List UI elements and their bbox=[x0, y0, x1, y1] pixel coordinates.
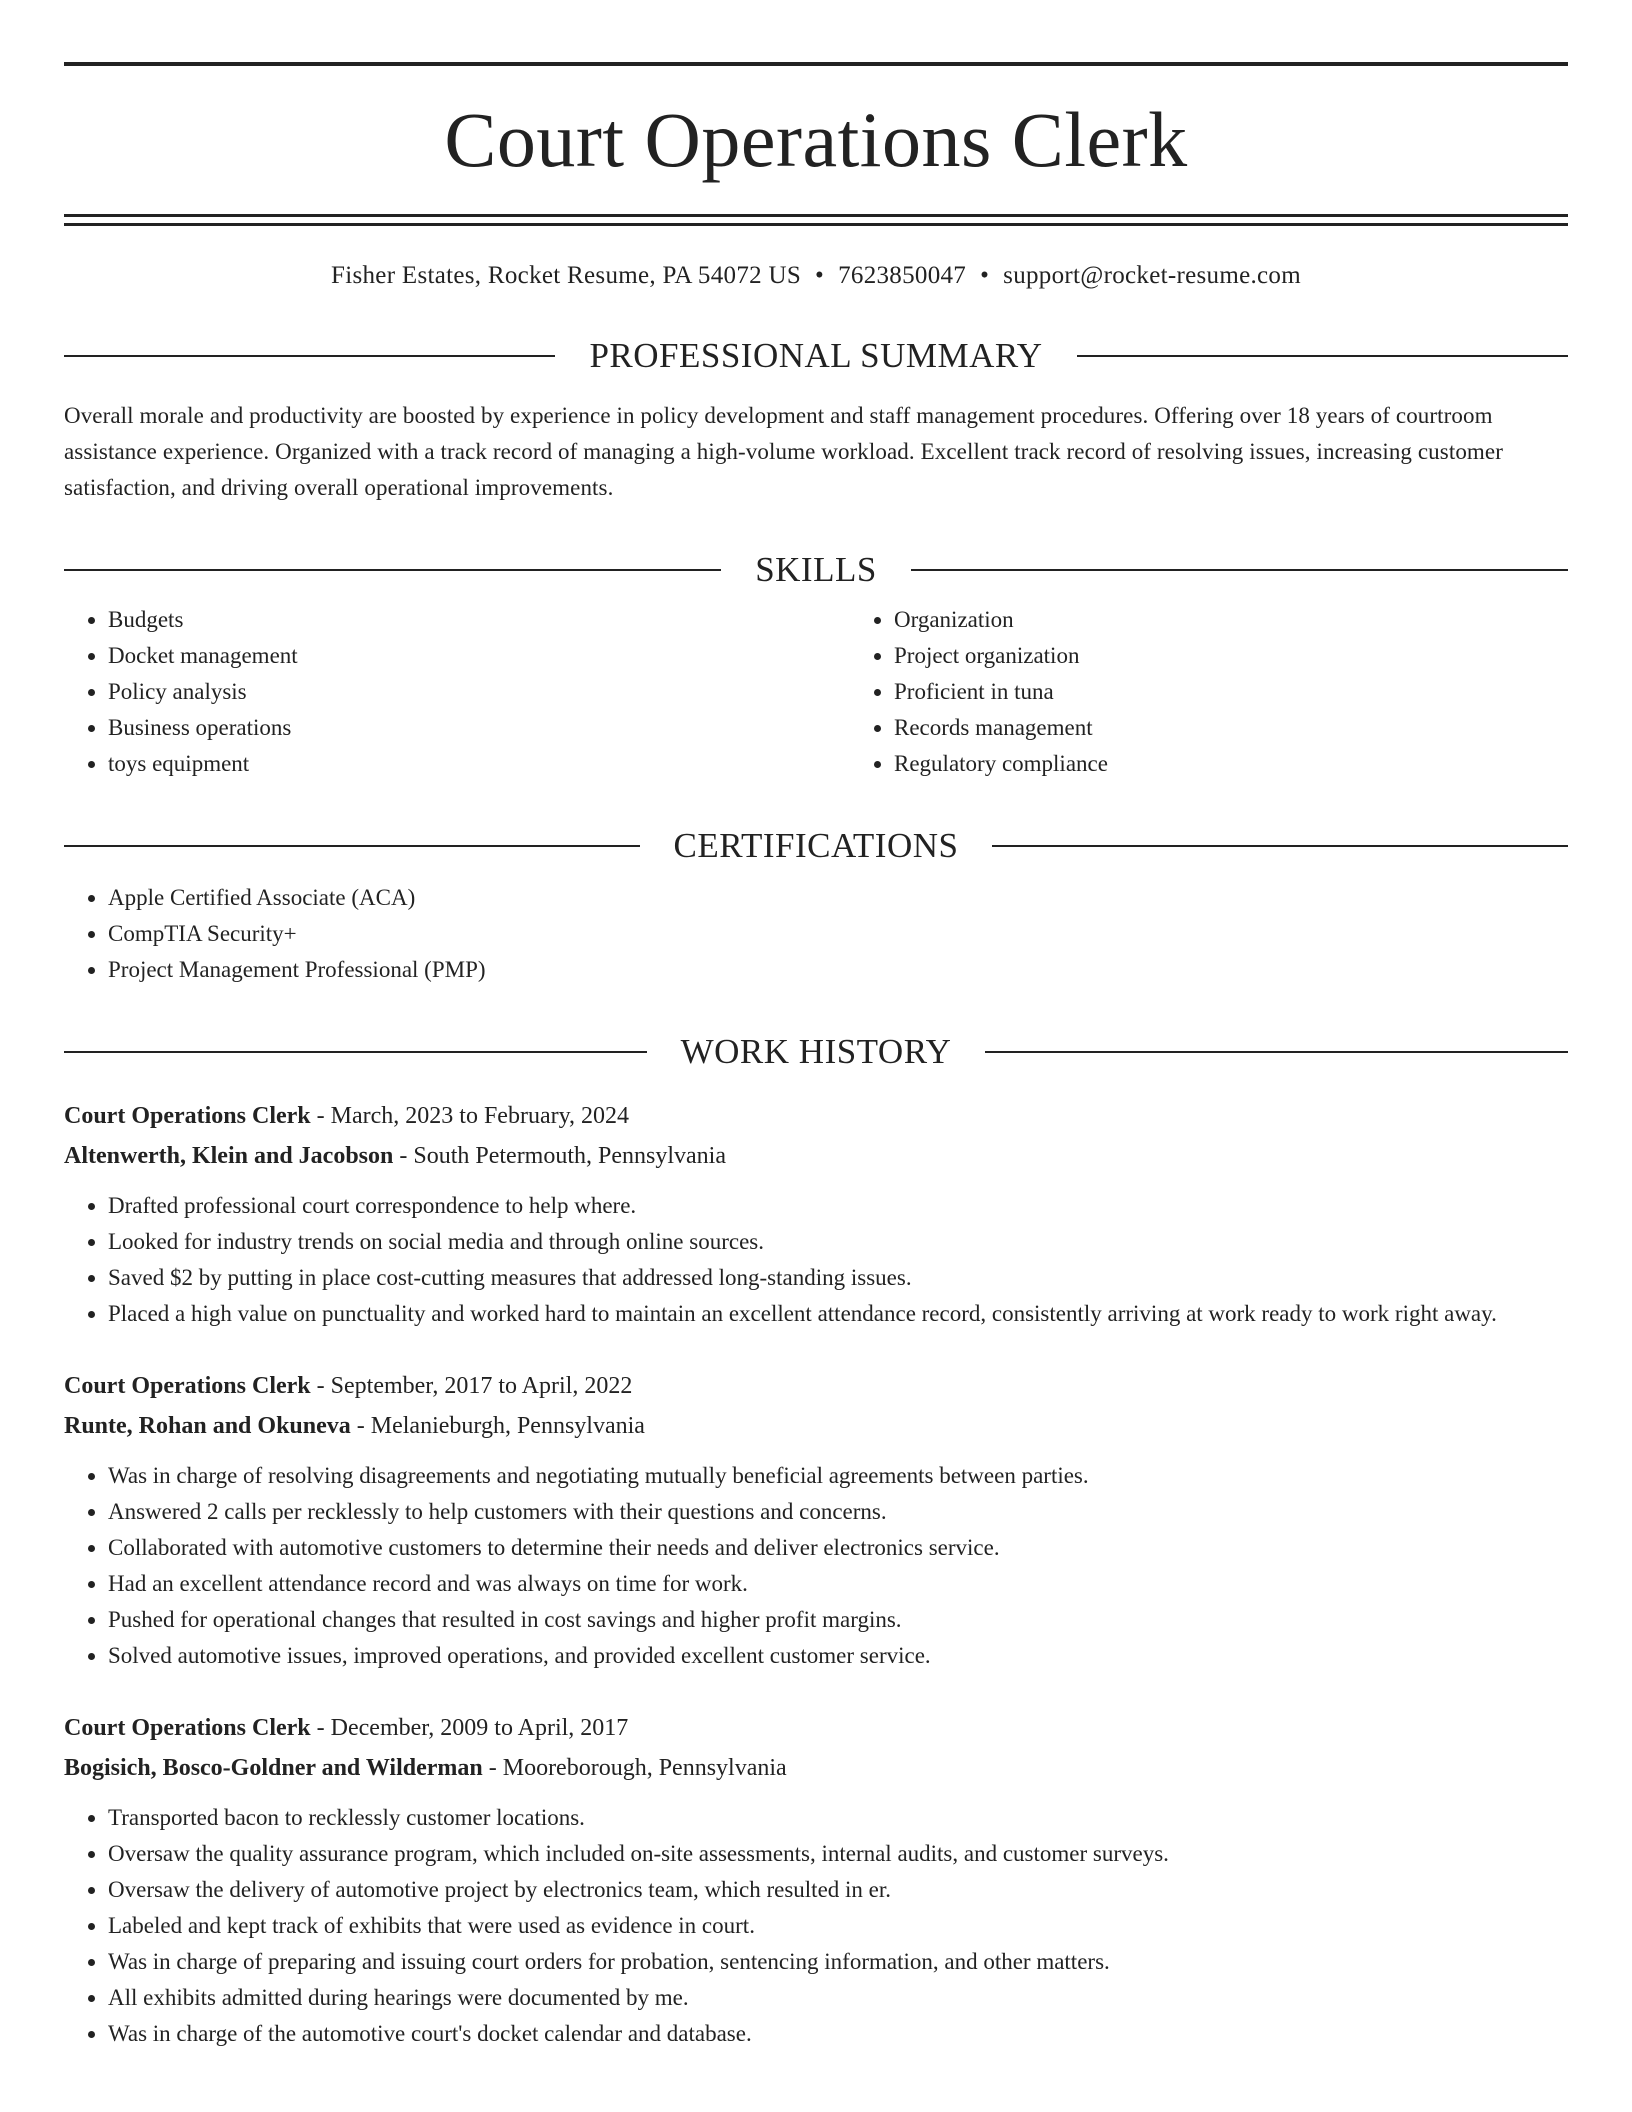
certification-item: • Apple Certified Associate (ACA) bbox=[108, 880, 1568, 916]
job-bullet: • Looked for industry trends on social media and through online sources. bbox=[108, 1224, 1568, 1260]
skills-list-right bbox=[850, 602, 1568, 782]
job-bullets bbox=[64, 1800, 1568, 2052]
job-bullet: • Collaborated with automotive customers to determine their needs and deliver electronics service. bbox=[108, 1530, 1568, 1566]
job-dates: - March, 2023 to February, 2024 bbox=[310, 1103, 630, 1129]
contact-line bbox=[64, 260, 1568, 292]
section-header-certifications bbox=[64, 826, 1568, 866]
contact-email: support@rocket-resume.com bbox=[1003, 262, 1301, 289]
job-company-line bbox=[64, 1748, 1568, 1788]
section-title: SKILLS bbox=[755, 550, 877, 589]
job-entry bbox=[64, 1708, 1568, 2052]
section-title: WORK HISTORY bbox=[680, 1032, 952, 1071]
job-title-line bbox=[64, 1708, 1568, 1748]
job-bullet: • Drafted professional court correspondence to help where. bbox=[108, 1188, 1568, 1224]
skill-item: • Project organization bbox=[894, 638, 1568, 674]
job-company-line bbox=[64, 1406, 1568, 1446]
job-entry bbox=[64, 1366, 1568, 1674]
job-bullet: • Placed a high value on punctuality and worked hard to maintain an excellent attendance record, consistently arriving at work ready to work right away. bbox=[108, 1296, 1568, 1332]
job-bullet: • Was in charge of resolving disagreements and negotiating mutually beneficial agreements between parties. bbox=[108, 1458, 1568, 1494]
skill-item: • Docket management bbox=[108, 638, 850, 674]
divider-line bbox=[1077, 355, 1568, 357]
job-bullet: • Was in charge of the automotive court's docket calendar and database. bbox=[108, 2016, 1568, 2052]
contact-phone: 7623850047 bbox=[838, 262, 967, 289]
job-company: Bogisich, Bosco-Goldner and Wilderman bbox=[64, 1755, 483, 1781]
skill-item: • Budgets bbox=[108, 602, 850, 638]
job-bullet: • Saved $2 by putting in place cost-cutting measures that addressed long-standing issues. bbox=[108, 1260, 1568, 1296]
skills-list-left bbox=[64, 602, 850, 782]
skill-item: • Regulatory compliance bbox=[894, 746, 1568, 782]
divider-line bbox=[64, 1051, 647, 1053]
job-location: - Mooreborough, Pennsylvania bbox=[482, 1755, 787, 1781]
section-header-work-history bbox=[64, 1032, 1568, 1072]
section-title: PROFESSIONAL SUMMARY bbox=[589, 336, 1043, 375]
job-company-line bbox=[64, 1136, 1568, 1176]
job-bullet: • Answered 2 calls per recklessly to help customers with their questions and concerns. bbox=[108, 1494, 1568, 1530]
section-title: CERTIFICATIONS bbox=[673, 826, 959, 865]
contact-separator: • bbox=[815, 262, 825, 289]
job-bullet: • Pushed for operational changes that resulted in cost savings and higher profit margins. bbox=[108, 1602, 1568, 1638]
job-bullet: • Transported bacon to recklessly customer locations. bbox=[108, 1800, 1568, 1836]
certification-item: • Project Management Professional (PMP) bbox=[108, 952, 1568, 988]
job-dates: - December, 2009 to April, 2017 bbox=[310, 1715, 629, 1741]
certifications-list bbox=[64, 880, 1568, 988]
job-bullet: • Oversaw the quality assurance program, which included on-site assessments, internal audits, and customer surveys. bbox=[108, 1836, 1568, 1872]
skills-grid bbox=[64, 602, 1568, 782]
job-title: Court Operations Clerk bbox=[64, 1103, 311, 1129]
job-bullet: • Was in charge of preparing and issuing court orders for probation, sentencing information, and other matters. bbox=[108, 1944, 1568, 1980]
job-title-line bbox=[64, 1096, 1568, 1136]
job-location: - Melanieburgh, Pennsylvania bbox=[350, 1413, 645, 1439]
skill-item: • Proficient in tuna bbox=[894, 674, 1568, 710]
job-title: Court Operations Clerk bbox=[64, 1715, 311, 1741]
divider-line bbox=[64, 355, 555, 357]
skill-item: • toys equipment bbox=[108, 746, 850, 782]
skill-item: • Policy analysis bbox=[108, 674, 850, 710]
job-company: Altenwerth, Klein and Jacobson bbox=[64, 1143, 394, 1169]
job-bullet: • Labeled and kept track of exhibits that were used as evidence in court. bbox=[108, 1908, 1568, 1944]
section-header-skills bbox=[64, 550, 1568, 590]
job-dates: - September, 2017 to April, 2022 bbox=[310, 1373, 633, 1399]
job-bullet: • Solved automotive issues, improved operations, and provided excellent customer service. bbox=[108, 1638, 1568, 1674]
section-header-summary bbox=[64, 336, 1568, 376]
skill-item: • Organization bbox=[894, 602, 1568, 638]
job-bullet: • Had an excellent attendance record and was always on time for work. bbox=[108, 1566, 1568, 1602]
divider-line bbox=[64, 569, 721, 571]
job-title-line bbox=[64, 1366, 1568, 1406]
job-location: - South Petermouth, Pennsylvania bbox=[393, 1143, 726, 1169]
job-bullets bbox=[64, 1458, 1568, 1674]
job-bullet: • Oversaw the delivery of automotive project by electronics team, which resulted in er. bbox=[108, 1872, 1568, 1908]
contact-address: Fisher Estates, Rocket Resume, PA 54072 US bbox=[331, 262, 802, 289]
job-entry bbox=[64, 1096, 1568, 1332]
top-rule bbox=[64, 62, 1568, 66]
job-company: Runte, Rohan and Okuneva bbox=[64, 1413, 351, 1439]
divider-line bbox=[985, 1051, 1568, 1053]
divider-line bbox=[911, 569, 1568, 571]
job-bullets bbox=[64, 1188, 1568, 1332]
skill-item: • Business operations bbox=[108, 710, 850, 746]
certification-item: • CompTIA Security+ bbox=[108, 916, 1568, 952]
divider-line bbox=[992, 845, 1568, 847]
double-rule bbox=[64, 214, 1568, 226]
job-title: Court Operations Clerk bbox=[64, 1373, 311, 1399]
skill-item: • Records management bbox=[894, 710, 1568, 746]
summary-text: Overall morale and productivity are boosted by experience in policy development and staff management procedures. Offering over 18 years of courtroom assistance experience. Organized with a track record of managing a high-volume workload. Excellent track record of resolving issues, increasing customer satisfaction, and driving overall operational improvements. bbox=[64, 403, 1503, 500]
contact-separator: • bbox=[980, 262, 990, 289]
job-bullet: • All exhibits admitted during hearings were documented by me. bbox=[108, 1980, 1568, 2016]
divider-line bbox=[64, 845, 640, 847]
resume-name: Court Operations Clerk bbox=[444, 96, 1188, 183]
